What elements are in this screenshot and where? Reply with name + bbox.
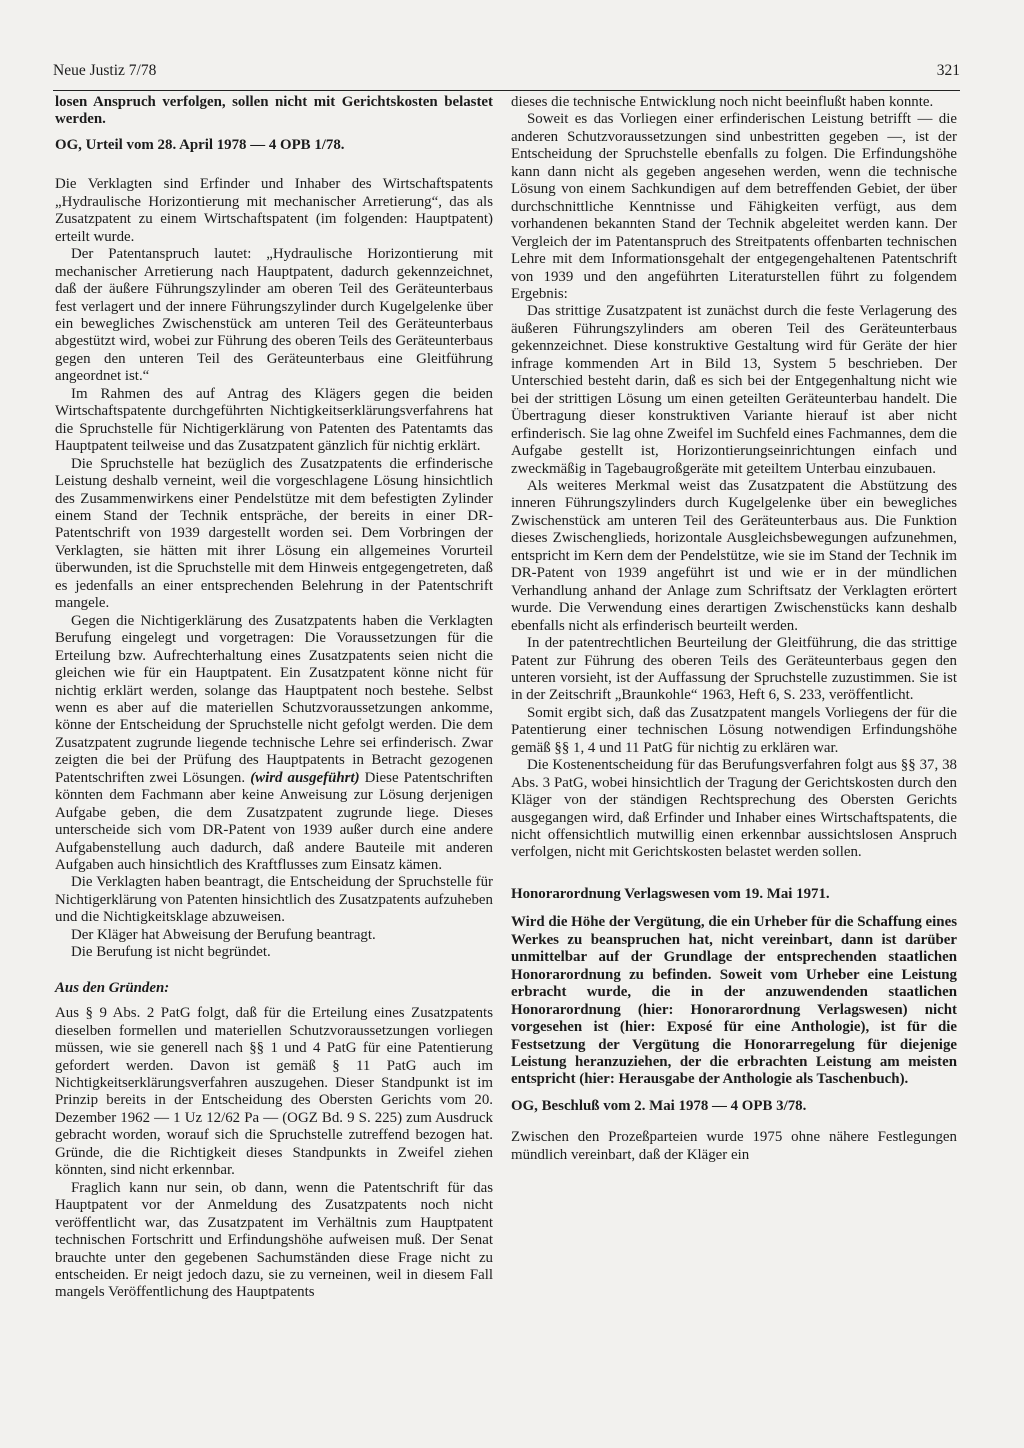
paragraph: Somit ergibt sich, daß das Zusatzpatent mangels Vorliegens der für die Patentierung einer technischen Lösung notwendigen Erfindungshöhe gemäß §§ 1, 4 und 11 PatG für nichtig zu erklären war. [511,704,957,756]
reasons-subhead: Aus den Gründen: [55,979,170,996]
journal-title: Neue Justiz 7/78 [53,62,157,79]
paragraph: Aus § 9 Abs. 2 PatG folgt, daß für die Erteilung eines Zusatzpatents dieselben formellen und materiellen Schutzvoraussetzungen vorliegen müssen, wie sie generell nach §§ 1 und 4 PatG für eine Patentierung gefordert werden. Davon ist gemäß § 11 PatG auch im Nichtigkeitserklärungsverfahren auszugehen. Dieser Standpunkt ist im Prinzip bereits in der Entscheidung des Obersten Gerichts vom 20. Dezember 1962 — 1 Uz 12/62 Pa — (OGZ Bd. 9 S. 225) zum Ausdruck gebracht worden, worauf sich die Spruchstelle zutreffend bezogen hat. Gründe, die die Richtigkeit dieses Standpunkts in Zweifel ziehen könnten, sind nicht erkennbar. [55,1005,493,1179]
left-lead: losen Anspruch verfolgen, sollen nicht mit Gerichtskosten belastet werden. [55,94,493,128]
paragraph [55,613,493,875]
page-number: 321 [936,62,960,79]
paragraph: Die Verklagten sind Erfinder und Inhaber des Wirtschaftspatents „Hydraulische Horizontierung mit mechanischer Arretierung“, das als Zusatzpatent zu einem Wirtschaftspatent (im folgenden: Hauptpatent) erteilt wurde. [55,176,493,245]
right-column [511,94,957,1164]
section-lead: Wird die Höhe der Vergütung, die ein Urheber für die Schaffung eines Werkes zu beanspruchen hat, nicht vereinbart, dann ist darüber unmittelbar auf der Grundlage der entsprechenden staatlichen Honorarordnung zu befinden. Soweit vom Urheber eine Leistung erbracht wurde, die in der anzuwendenden staatlichen Honorarordnung (hier: Honorarordnung Verlagswesen) nicht vorgesehen ist (hier: Exposé für eine Anthologie), ist für die Festsetzung der Vergütung die Honorarregelung für diejenige Leistung heranzuziehen, der die erbrachten Leistung am meisten entspricht (hier: Herausgabe der Anthologie als Taschenbuch). [511,914,957,1088]
paragraph-text: Gegen die Nichtigerklärung des Zusatzpatents haben die Verklagten Berufung eingelegt und vorgetragen: Die Voraussetzungen für die Erteilung bzw. Aufrechterhaltung eines Zusatzpatents seien nicht die gleichen wie für ein Hauptpatent. Ein Zusatzpatent könne nicht für nichtig erklärt werden, solange das Hauptpatent noch bestehe. Selbst wenn es aber auf die materiellen Schutzvoraussetzungen ankomme, könne der Entscheidung der Spruchstelle nicht gefolgt werden. Die dem Zusatzpatent zugrunde liegende technische Lehre sei erfinderisch. Zwar zeigten die bei der Prüfung des Hauptpatents in Betracht gezogenen Patentschriften zwei Lösungen. [55,612,493,786]
paragraph: Die Kostenentscheidung für das Berufungsverfahren folgt aus §§ 37, 38 Abs. 3 PatG, wobei hinsichtlich der Tragung der Gerichtskosten durch den Kläger von der ständigen Rechtsprechung des Obersten Gerichts ausgegangen wird, daß Erfinder und Inhaber eines Wirtschaftspatents, die nicht offensichtlich mutwillig einen erkennbar aussichtslosen Anspruch verfolgen, nicht mit Gerichtskosten belastet werden sollen. [511,757,957,861]
paragraph: Zwischen den Prozeßparteien wurde 1975 ohne nähere Festlegungen mündlich vereinbart, daß der Kläger ein [511,1129,957,1163]
omission-note: (wird ausgeführt) [250,769,360,786]
paragraph: In der patentrechtlichen Beurteilung der Gleitführung, die das strittige Patent zur Führung des oberen Teils des Geräteunterbaus gegen den unteren vorsieht, ist der Auffassung der Spruchstelle zuzustimmen. Sie ist in der Zeitschrift „Braunkohle“ 1963, Heft 6, S. 233, veröffentlicht. [511,635,957,704]
section-citation: OG, Beschluß vom 2. Mai 1978 — 4 OPB 3/78. [511,1097,807,1114]
paragraph: Die Spruchstelle hat bezüglich des Zusatzpatents die erfinderische Leistung deshalb verneint, weil die vorgeschlagene Lösung hinsichtlich des Zusammenwirkens einer Pendelstütze mit dem befestigten Zylinder einem Stand der Technik entspräche, der bereits in einer DR-Patentschrift von 1939 dargestellt worden sei. Dem Vorbringen der Verklagten, sie hätten mit ihrer Lösung ein allgemeines Vorurteil überwunden, ist die Spruchstelle mit dem Hinweis entgegengetreten, daß es jedenfalls an einer entsprechenden Belehrung in der Patentschrift mangele. [55,455,493,612]
left-column [55,94,493,1302]
paragraph: Fraglich kann nur sein, ob dann, wenn die Patentschrift für das Hauptpatent vor der Anmeldung des Zusatzpatents noch nicht veröffentlicht war, das Zusatzpatent im Verhältnis zum Hauptpatent technischen Fortschritt und Erfindungshöhe aufweisen muß. Der Senat brauchte unter den gegebenen Sachumständen diese Frage nicht zu entscheiden. Er neigt jedoch dazu, sie zu verneinen, weil in diesem Fall mangels Veröffentlichung des Hauptpatents [55,1179,493,1301]
paragraph-text: Diese Patentschriften könnten dem Fachmann aber keine Anweisung zur Lösung derjenigen Aufgabe geben, die dem Zusatzpatent zugrunde liege. Dieses unterscheide sich vom DR-Patent von 1939 außer durch eine andere Aufgabenstellung auch dadurch, daß andere Bauteile mit anderen Aufgaben auch hinsichtlich des Kraftflusses zum Einsatz kämen. [55,769,493,874]
paragraph: Das strittige Zusatzpatent ist zunächst durch die feste Verlagerung des äußeren Führungszylinders am oberen Teil des Geräteunterbaus gekennzeichnet. Diese konstruktive Gestaltung wird für Geräte der hier infrage kommenden Art in Bild 13, System 5 beschrieben. Der Unterschied besteht darin, daß es sich bei der Entgegenhaltung nicht wie bei der strittigen Lösung um einen geteilten Geräteunterbau handelt. Die Übertragung dieser konstruktiven Variante hierauf ist aber nicht erfinderisch. Sie lag ohne Zweifel im Suchfeld eines Fachmannes, dem die Aufgabe gestellt ist, Horizontierungseinrichtungen einfach und zweckmäßig in Tagebaugroßgeräte mit geteiltem Unterbau einzubauen. [511,303,957,477]
paragraph: dieses die technische Entwicklung noch nicht beeinflußt haben konnte. [511,94,934,110]
paragraph: Als weiteres Merkmal weist das Zusatzpatent die Abstützung des inneren Führungszylinders durch Kugelgelenke über ein bewegliches Zwischenstück am unteren Teil des Geräteunterbaus aus. Die Funktion dieses Zwischenglieds, horizontale Ausgleichsbewegungen aufzunehmen, entspricht im Kern dem der Pendelstütze, wie sie im Stand der Technik im DR-Patent von 1939 angeführt ist und wie er in der mündlichen Verhandlung anhand der Anlage zum Schriftsatz der Verklagten erörtert wurde. Die Verwendung eines derartigen Zwischenstücks kann deshalb ebenfalls nicht als erfinderisch beurteilt werden. [511,477,957,634]
paragraph: Die Verklagten haben beantragt, die Entscheidung der Spruchstelle für Nichtigerklärung von Patenten hinsichtlich des Zusatzpatents aufzuheben und die Nichtigkeitsklage abzuweisen. [55,874,493,926]
paragraph: Der Patentanspruch lautet: „Hydraulische Horizontierung mit mechanischer Arretierung nach Hauptpatent, dadurch gekennzeichnet, daß der äußere Führungszylinder am oberen Teil des Geräteunterbaus fest verlagert und der innere Führungszylinder durch Kugelgelenke über ein bewegliches Zwischenstück am unteren Teil des Geräteunterbaus abgestützt wird, wobei zur Führung des oberen Teils des Geräteunterbaus gegen den unteren Teil des Geräteunterbaus eine Gleitführung angeordnet ist.“ [55,246,493,385]
page-header [53,62,960,91]
paragraph: Soweit es das Vorliegen einer erfinderischen Leistung betrifft — die anderen Schutzvoraussetzungen sind unbestritten gegeben —, ist der Entscheidung der Spruchstelle ebenfalls zu folgen. Die Erfindungshöhe kann dann nicht als gegeben angesehen werden, wenn die technische Lösung von einem Sachkundigen auf dem betreffenden Gebiet, der über durchschnittliche Kenntnisse und Fähigkeiten verfügt, aus dem vorhandenen bekannten Stand der Technik abgeleitet werden kann. Der Vergleich der im Patentanspruch des Streitpatents offenbarten technischen Lehre mit dem Informationsgehalt der entgegengehaltenen Patentschrift von 1939 und den angeführten Literaturstellen führt zu folgendem Ergebnis: [511,111,957,302]
paragraph: Der Kläger hat Abweisung der Berufung beantragt. [71,926,376,943]
left-citation: OG, Urteil vom 28. April 1978 — 4 OPB 1/78. [55,136,345,153]
paragraph: Die Berufung ist nicht begründet. [71,944,271,961]
paragraph: Im Rahmen des auf Antrag des Klägers gegen die beiden Wirtschaftspatente durchgeführten Nichtigkeitserklärungsverfahrens hat die Spruchstelle für Nichtigerklärung von Patenten des Patentamts das Hauptpatent teilweise und das Zusatzpatent gänzlich für nichtig erklärt. [55,385,493,455]
section-title: Honorarordnung Verlagswesen vom 19. Mai 1971. [511,885,830,902]
